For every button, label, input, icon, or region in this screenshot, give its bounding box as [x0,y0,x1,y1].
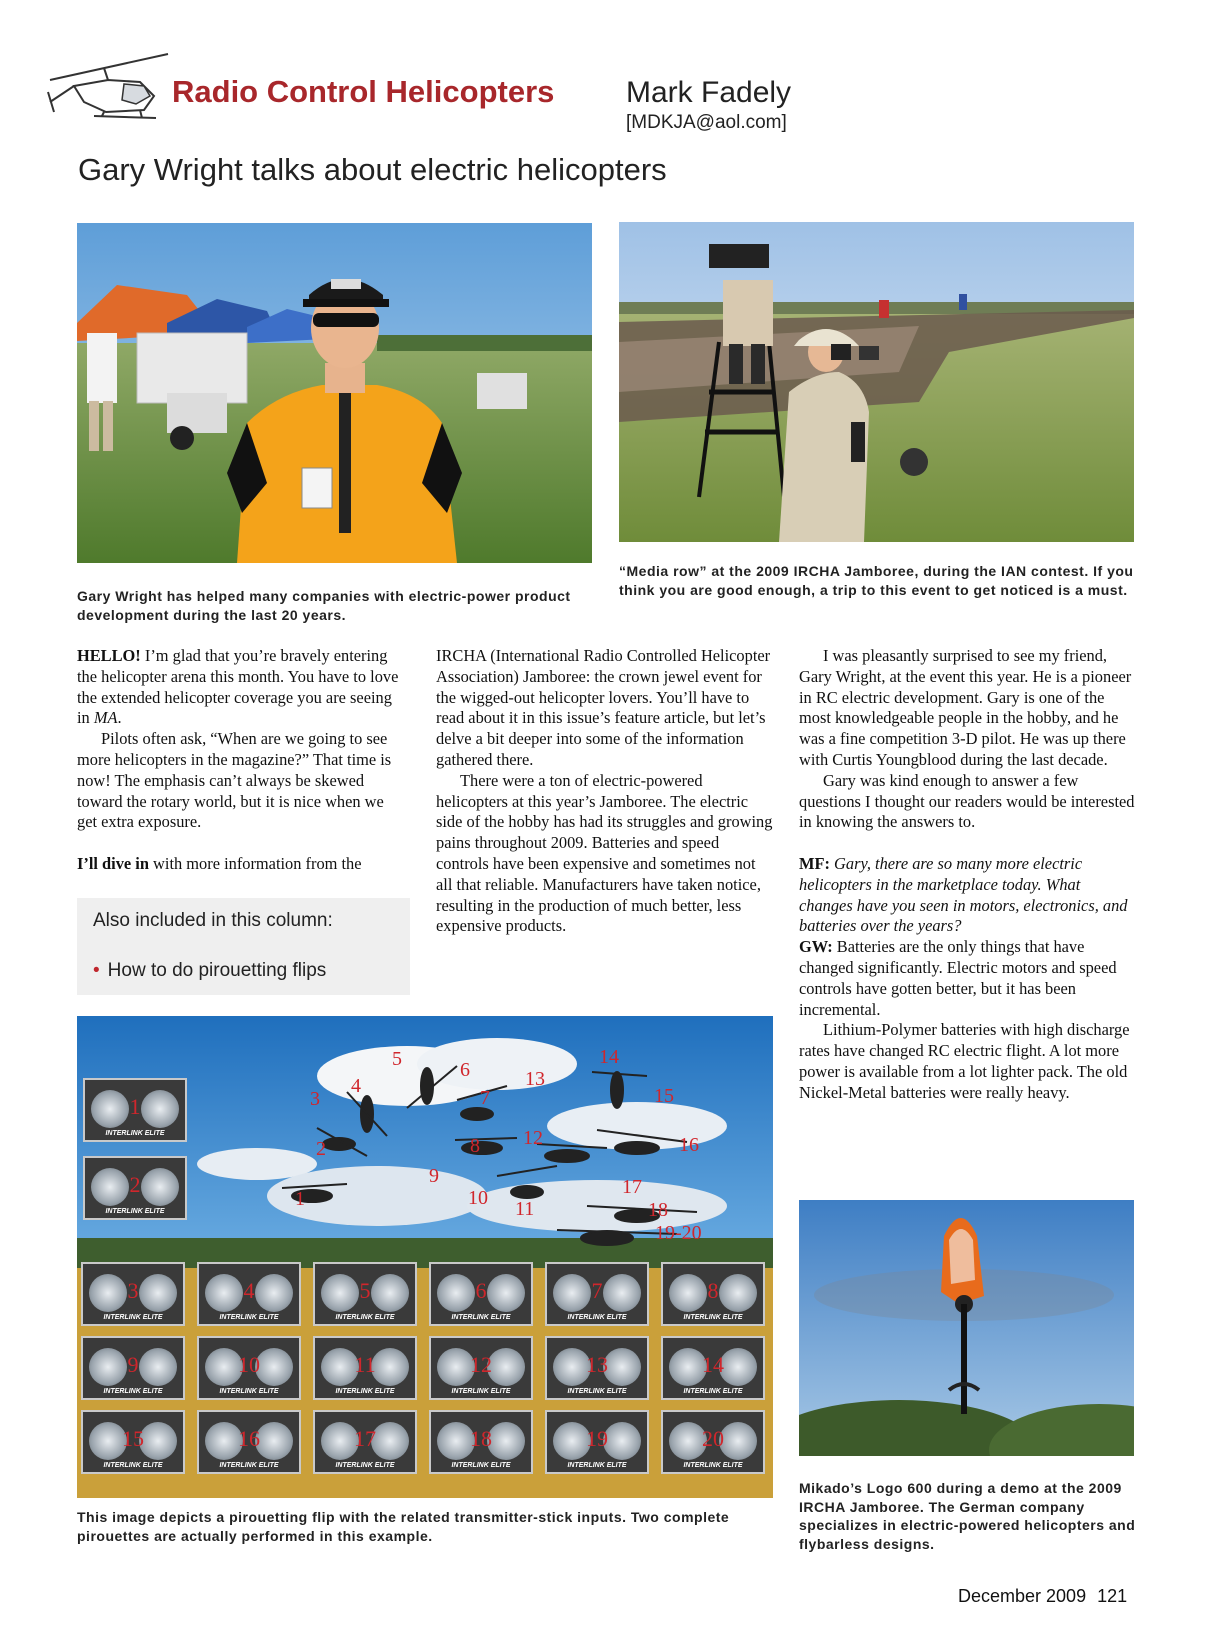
transmitter-label: INTERLINK ELITE [103,1462,163,1469]
transmitter-label: INTERLINK ELITE [567,1314,627,1321]
sky-number-label: 15 [654,1085,674,1107]
sky-number-label: 18 [648,1199,668,1221]
page-number: 121 [1097,1586,1128,1606]
transmitter-label: INTERLINK ELITE [105,1208,165,1215]
article-column-3: I was pleasantly surprised to see my friend, Gary Wright, at the event this year. He is a pioneer in RC electric development. Gary is one of the most knowledgeable people in the hobby, and he was a fine competition 3-D pilot. He was up there with Curtis Youngblood during the last decade. Gary was kind enough to answer a few questions I thought our readers would be interested in knowing the answers to. MF: Gary, there are so many more electric helicopters in the marketplace today. What changes have you seen in motors, electronics, and batteries over the years? GW: Batteries are the only things that have changed significantly. Electric motors and speed controls have gotten better, but it has been incremental. Lithium-Polymer batteries with high discharge rates have changed RC electric flight. A lot more power is available from a lot lighter pack. The old Nickel-Metal batteries were really heavy. [799,646,1135,1102]
transmitter-number: 8 [707,1278,719,1303]
transmitter-label: INTERLINK ELITE [451,1388,511,1395]
photo-pirouette-flip [77,1016,773,1498]
transmitter-panel [661,1262,765,1326]
transmitter-label: INTERLINK ELITE [105,1130,165,1137]
transmitter-label: INTERLINK ELITE [219,1388,279,1395]
transmitter-number: 13 [586,1352,608,1377]
author-name: Mark Fadely [626,76,792,109]
transmitter-panel [429,1336,533,1400]
sky-number-label: 17 [622,1176,642,1198]
sky-number-label: 5 [392,1048,402,1070]
sky-number-label: 4 [351,1075,361,1097]
article-column-1: HELLO! I’m glad that you’re bravely entering the helicopter arena this month. You have to love the extended helicopter coverage you are seeing in MA. Pilots often ask, “When are we going to see more helicopters in the magazine?” That time is now! The emphasis can’t always be skewed toward the rotary world, but it is nice when we get extra exposure. I’ll dive in with more information from the [77,646,399,873]
transmitter-panel [81,1262,185,1326]
sky-number-label: 2 [316,1138,326,1160]
bullet-icon: • [93,960,100,981]
transmitter-label: INTERLINK ELITE [683,1462,743,1469]
transmitter-panel [81,1336,185,1400]
transmitter-number: 3 [127,1278,139,1303]
transmitter-label: INTERLINK ELITE [335,1314,395,1321]
sky-number-label: 14 [599,1046,619,1068]
sky-number-label: 13 [525,1068,545,1090]
transmitter-number: 12 [470,1352,492,1377]
transmitter-label: INTERLINK ELITE [335,1462,395,1469]
sky-number-label: 6 [460,1059,470,1081]
sky-number-label: 7 [480,1087,490,1109]
sidebar-box [77,898,410,995]
transmitter-label: INTERLINK ELITE [683,1388,743,1395]
transmitter-number: 17 [354,1426,376,1451]
transmitter-number: 2 [129,1172,141,1197]
transmitter-number: 19 [586,1426,608,1451]
transmitter-panel [661,1410,765,1474]
page-footer [958,1586,1127,1607]
transmitter-number: 7 [591,1278,603,1303]
photo-media-row [619,222,1134,542]
transmitter-panel [429,1262,533,1326]
sky-number-label: 8 [470,1135,480,1157]
transmitter-label: INTERLINK ELITE [683,1314,743,1321]
transmitter-number: 5 [359,1278,371,1303]
transmitter-label: INTERLINK ELITE [219,1462,279,1469]
transmitter-number: 1 [129,1094,141,1119]
transmitter-panel [545,1336,649,1400]
transmitter-label: INTERLINK ELITE [451,1462,511,1469]
caption-pirouette: This image depicts a pirouetting flip with the related transmitter-stick inputs. Two complete pirouettes are actually performed in this example. [77,1509,730,1544]
transmitter-label: INTERLINK ELITE [335,1388,395,1395]
caption-mikado: Mikado’s Logo 600 during a demo at the 2009 IRCHA Jamboree. The German company specializes in electric-powered helicopters and flybarless designs. [799,1480,1136,1552]
transmitter-number: 10 [238,1352,260,1377]
transmitter-number: 16 [238,1426,260,1451]
author-email: [MDKJA@aol.com] [626,112,787,133]
transmitter-panel [83,1078,187,1142]
sky-number-label: 12 [523,1127,543,1149]
transmitter-panel [661,1336,765,1400]
transmitter-panel [197,1262,301,1326]
transmitter-number: 4 [243,1278,255,1303]
transmitter-number: 20 [702,1426,724,1451]
transmitter-label: INTERLINK ELITE [567,1388,627,1395]
lead-word: HELLO! [77,646,141,665]
caption-media-row: “Media row” at the 2009 IRCHA Jamboree, during the IAN contest. If you think you are good enough, a trip to this event to get noticed is a must. [619,563,1134,598]
transmitter-label: INTERLINK ELITE [451,1314,511,1321]
transmitter-label: INTERLINK ELITE [103,1314,163,1321]
transmitter-panel [81,1410,185,1474]
helicopter-logo-icon [44,46,172,126]
transmitter-number: 11 [354,1352,376,1377]
transmitter-panel [313,1262,417,1326]
transmitter-panel [197,1410,301,1474]
sky-number-label: 3 [310,1088,320,1110]
transmitter-panel [313,1410,417,1474]
headline: Gary Wright talks about electric helicopters [78,152,667,187]
transmitter-panel [429,1410,533,1474]
sky-number-label: 1 [295,1188,305,1210]
transmitter-number: 14 [702,1352,724,1377]
sky-number-label: 9 [429,1165,439,1187]
article-column-2: IRCHA (International Radio Controlled Helicopter Association) Jamboree: the crown jewel event for the wigged-out helicopter lovers. You’ll have to read about it in this issue’s feature article, but let’s delve a bit deeper into some of the information gathered there. There were a ton of electric-powered helicopters at this year’s Jamboree. The electric side of the hobby has had its struggles and growing pains throughout 2009. Batteries and speed controls have been expensive and sometimes not all that reliable. Manufacturers have taken notice, resulting in the production of much better, less expensive products. [436,646,773,936]
transmitter-label: INTERLINK ELITE [219,1314,279,1321]
transmitter-label: INTERLINK ELITE [567,1462,627,1469]
transmitter-label: INTERLINK ELITE [103,1388,163,1395]
issue-date: December 2009 [958,1586,1087,1606]
transmitter-panel [545,1410,649,1474]
sky-number-label: 11 [515,1198,535,1220]
caption-photo-gary: Gary Wright has helped many companies with electric-power product development during the last 20 years. [77,588,571,623]
transmitter-number: 6 [475,1278,487,1303]
transmitter-panel [83,1156,187,1220]
sky-number-label: 19-20 [655,1222,702,1244]
transmitter-number: 15 [122,1426,144,1451]
column-title: Radio Control Helicopters [172,74,555,109]
transmitter-number: 9 [127,1352,139,1377]
photo-mikado-logo-600 [799,1200,1134,1456]
transmitter-panel [313,1336,417,1400]
transmitter-panel [545,1262,649,1326]
photo-gary-wright [77,223,592,563]
sidebar-item: • How to do pirouetting flips [93,960,327,981]
transmitter-panel [197,1336,301,1400]
sky-number-label: 10 [468,1187,488,1209]
transmitter-number: 18 [470,1426,492,1451]
sky-number-label: 16 [679,1134,699,1156]
sidebar-title: Also included in this column: [93,910,333,931]
